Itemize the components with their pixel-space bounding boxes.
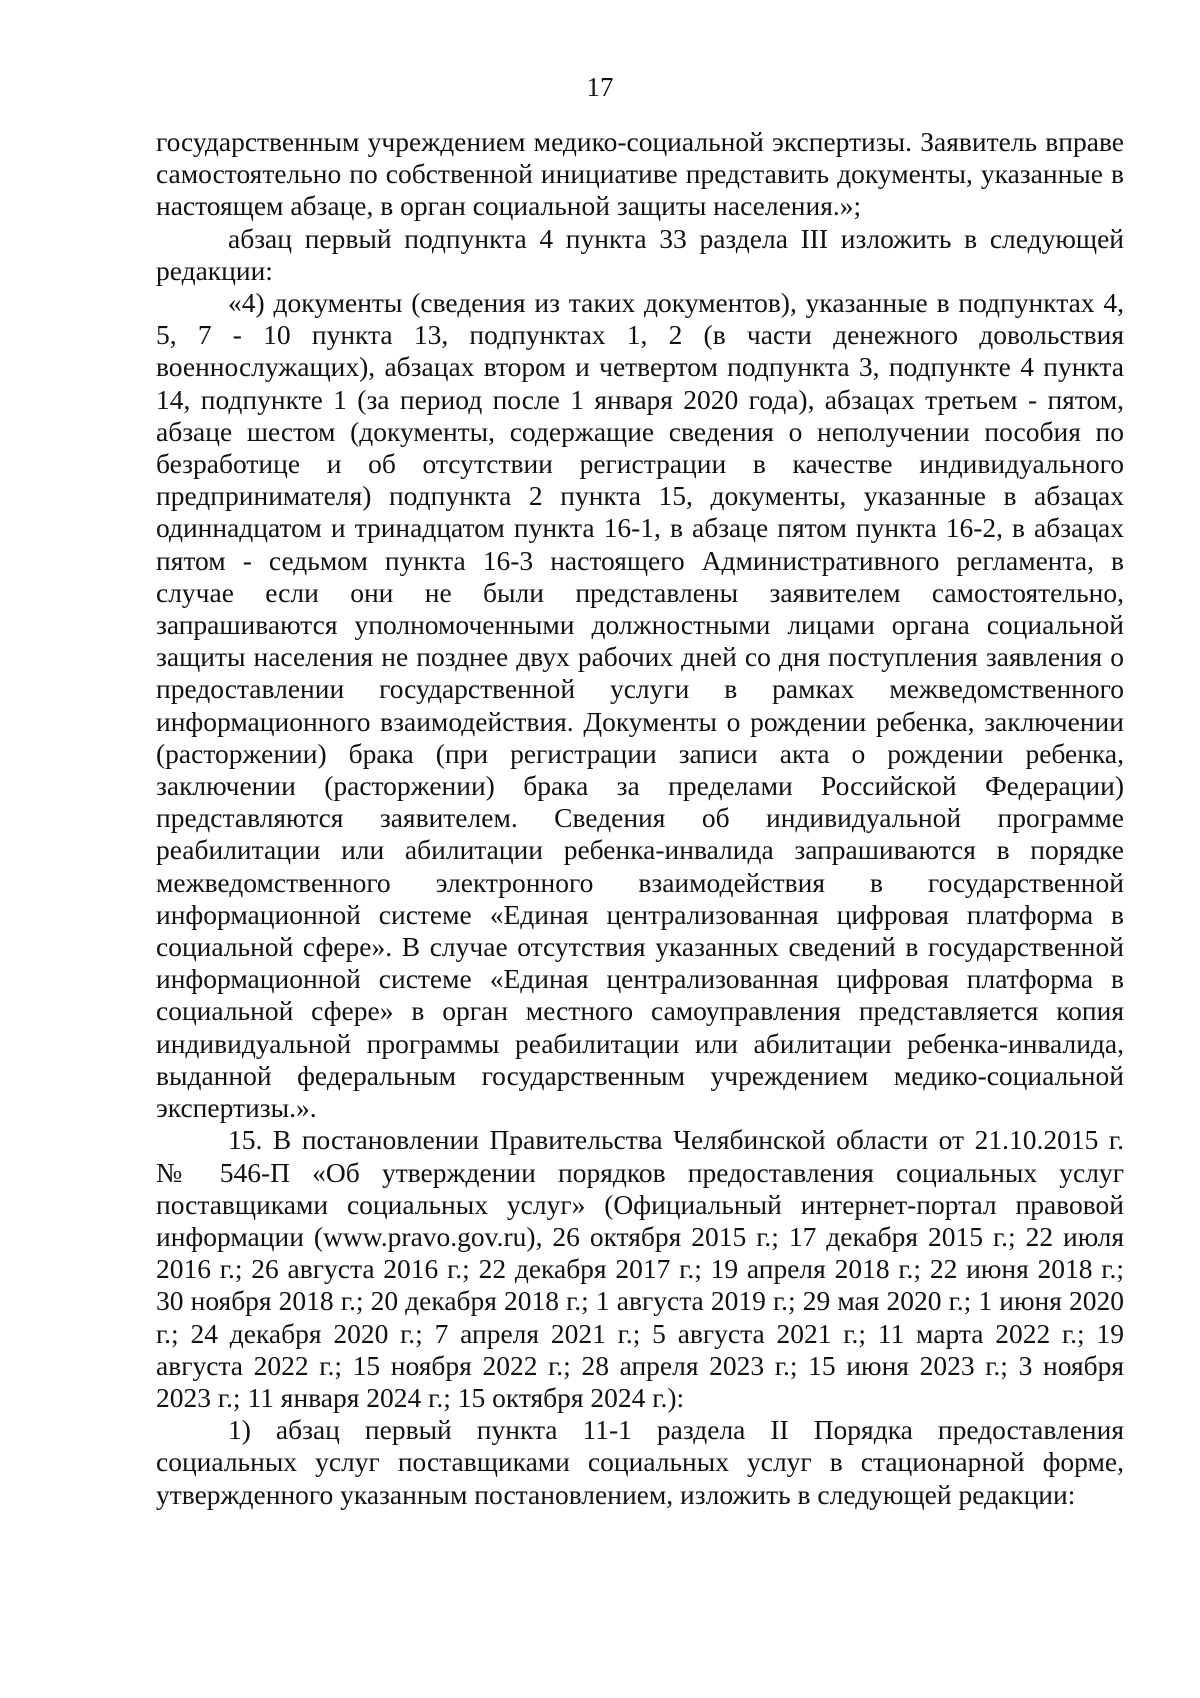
paragraph-continuation: государственным учреждением медико-социальной экспертизы. Заявитель вправе самостоятельно по собственной инициативе представить документы, указанные в настоящем абзаце, в орган социальной защиты населения.»; xyxy=(156,126,1124,222)
paragraph-item-15: 15. В постановлении Правительства Челябинской области от 21.10.2015 г. № 546-П «Об утверждении порядков предоставления социальных услуг поставщиками социальных услуг» (Официальный интернет-портал правовой информации (www.pravo.gov.ru), 26 октября 2015 г.; 17 декабря 2015 г.; 22 июля 2016 г.; 26 августа 2016 г.; 22 декабря 2017 г.; 19 апреля 2018 г.; 22 июня 2018 г.; 30 ноября 2018 г.; 20 декабря 2018 г.; 1 августа 2019 г.; 29 мая 2020 г.; 1 июня 2020 г.; 24 декабря 2020 г.; 7 апреля 2021 г.; 5 августа 2021 г.; 11 марта 2022 г.; 19 августа 2022 г.; 15 ноября 2022 г.; 28 апреля 2023 г.; 15 июня 2023 г.; 3 ноября 2023 г.; 11 января 2024 г.; 15 октября 2024 г.): xyxy=(156,1124,1124,1413)
document-body xyxy=(156,126,1124,1511)
paragraph-amendment-intro: абзац первый подпункта 4 пункта 33 раздела III изложить в следующей редакции: xyxy=(156,222,1124,286)
paragraph-subitem-1: 1) абзац первый пункта 11-1 раздела II Порядка предоставления социальных услуг поставщиками социальных услуг в стационарной форме, утвержденного указанным постановлением, изложить в следующей редакции: xyxy=(156,1414,1124,1510)
paragraph-amendment-text: «4) документы (сведения из таких документов), указанные в подпунктах 4, 5, 7 - 10 пункта 13, подпунктах 1, 2 (в части денежного довольствия военнослужащих), абзацах втором и четвертом подпункта 3, подпункте 4 пункта 14, подпункте 1 (за период после 1 января 2020 года), абзацах третьем - пятом, абзаце шестом (документы, содержащие сведения о неполучении пособия по безработице и об отсутствии регистрации в качестве индивидуального предпринимателя) подпункта 2 пункта 15, документы, указанные в абзацах одиннадцатом и тринадцатом пункта 16-1, в абзаце пятом пункта 16-2, в абзацах пятом - седьмом пункта 16-3 настоящего Административного регламента, в случае если они не были представлены заявителем самостоятельно, запрашиваются уполномоченными должностными лицами органа социальной защиты населения не позднее двух рабочих дней со дня поступления заявления о предоставлении государственной услуги в рамках межведомственного информационного взаимодействия. Документы о рождении ребенка, заключении (расторжении) брака (при регистрации записи акта о рождении ребенка, заключении (расторжении) брака за пределами Российской Федерации) представляются заявителем. Сведения об индивидуальной программе реабилитации или абилитации ребенка-инвалида запрашиваются в порядке межведомственного электронного взаимодействия в государственной информационной системе «Единая централизованная цифровая платформа в социальной сфере». В случае отсутствия указанных сведений в государственной информационной системе «Единая централизованная цифровая платформа в социальной сфере» в орган местного самоуправления представляется копия индивидуальной программы реабилитации или абилитации ребенка-инвалида, выданной федеральным государственным учреждением медико-социальной экспертизы.». xyxy=(156,287,1124,1124)
page-number: 17 xyxy=(586,72,614,102)
